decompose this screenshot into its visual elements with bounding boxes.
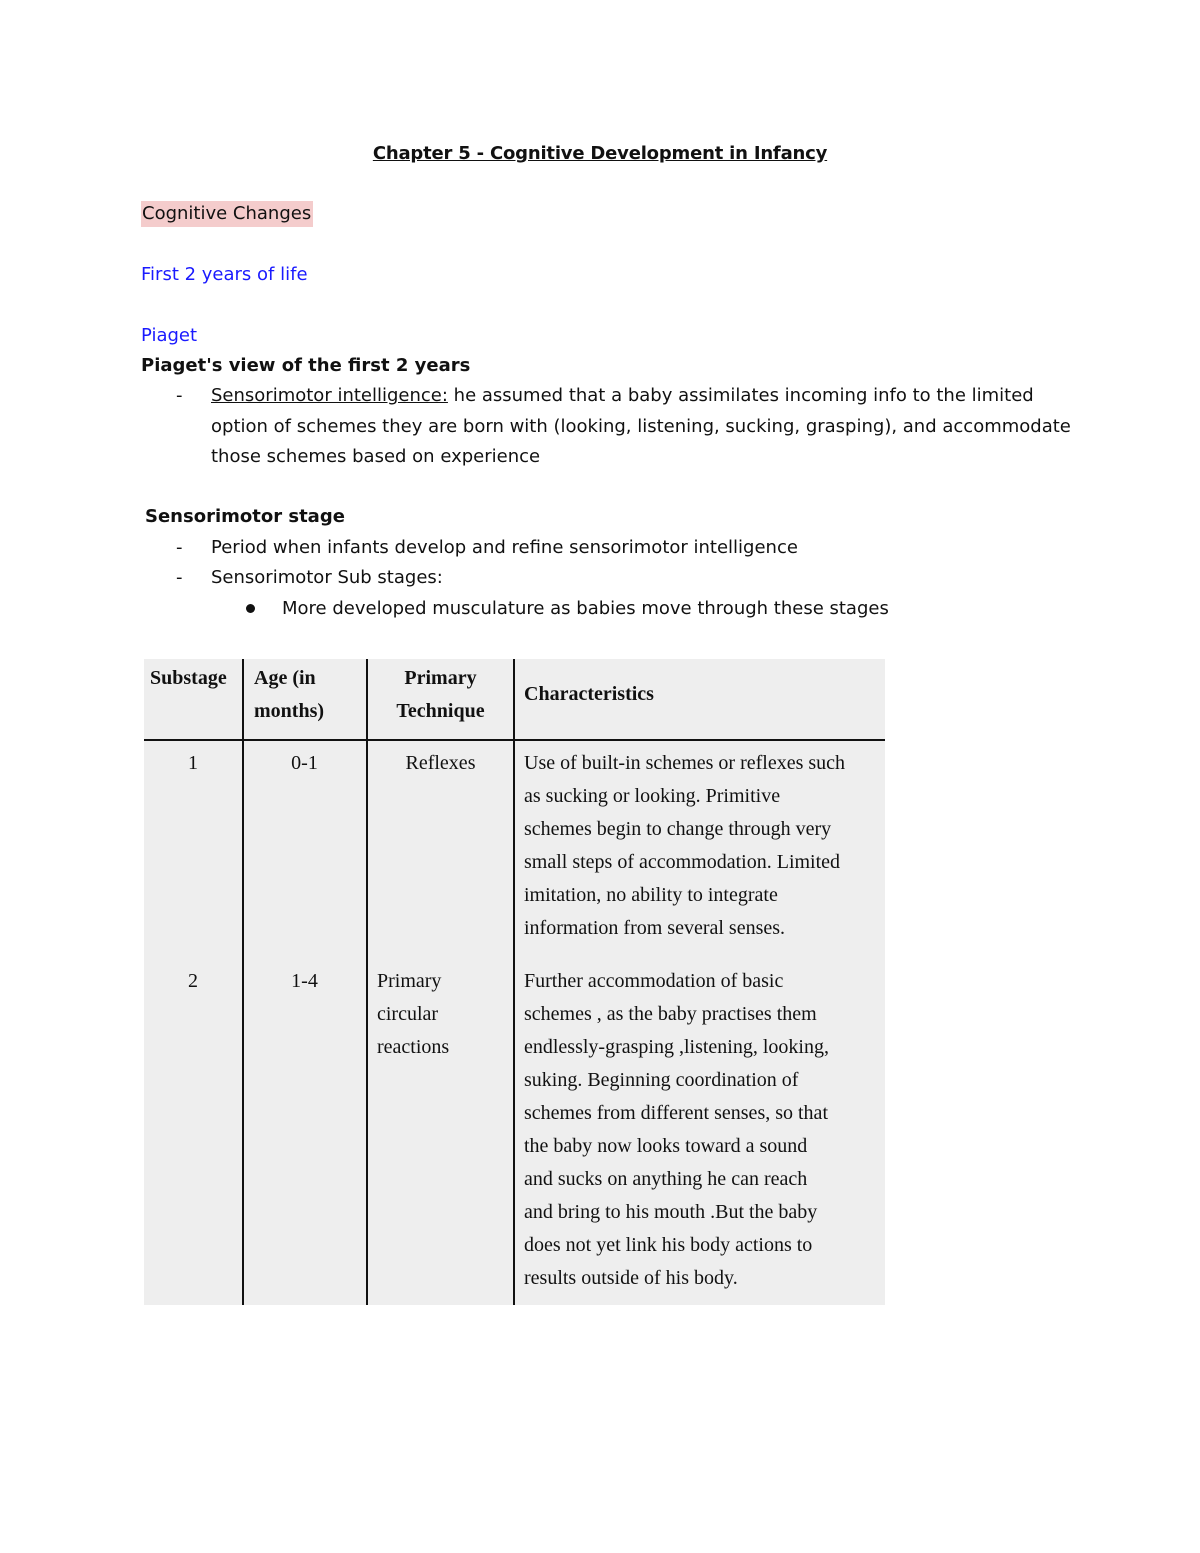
substage-table xyxy=(144,659,885,1305)
list-item-continuation: those schemes based on experience xyxy=(211,446,541,467)
row1-characteristics-line: imitation, no ability to integrate xyxy=(524,884,778,906)
row2-technique-line: circular xyxy=(377,1003,439,1025)
row1-characteristics-line: schemes begin to change through very xyxy=(524,818,832,840)
header-age-line1: Age (in xyxy=(254,667,316,689)
row2-age: 1-4 xyxy=(291,970,318,992)
row1-age: 0-1 xyxy=(291,752,318,774)
row2-characteristics-line: and sucks on anything he can reach xyxy=(524,1168,808,1190)
list-item-sensorimotor-intelligence xyxy=(211,385,1034,406)
row2-characteristics-line: suking. Beginning coordination of xyxy=(524,1069,799,1091)
row2-characteristics-line: schemes , as the baby practises them xyxy=(524,1003,817,1025)
row1-technique: Reflexes xyxy=(405,752,476,774)
subheading-first-2-years: First 2 years of life xyxy=(141,264,308,285)
row2-characteristics-line: does not yet link his body actions to xyxy=(524,1234,813,1256)
row1-characteristics-line: information from several senses. xyxy=(524,917,786,939)
header-technique-line2: Technique xyxy=(396,700,485,722)
term-sensorimotor-intelligence: Sensorimotor intelligence: xyxy=(211,385,448,406)
piaget-view-title: Piaget's view of the first 2 years xyxy=(141,355,471,376)
list-item-sub-stages: Sensorimotor Sub stages: xyxy=(211,567,443,588)
row2-characteristics-line: endlessly-grasping ,listening, looking, xyxy=(524,1036,829,1058)
section-heading-cognitive-changes: Cognitive Changes xyxy=(141,201,313,227)
list-item-text: he assumed that a baby assimilates incoming info to the limited xyxy=(447,385,1034,406)
row1-characteristics-line: Use of built-in schemes or reflexes such xyxy=(524,752,846,774)
row1-characteristics-line: as sucking or looking. Primitive xyxy=(524,785,781,807)
list-dash: - xyxy=(176,385,183,406)
header-substage: Substage xyxy=(150,667,227,689)
row1-substage: 1 xyxy=(188,752,198,774)
header-technique-line1: Primary xyxy=(404,667,477,689)
row2-substage: 2 xyxy=(188,970,198,992)
header-characteristics: Characteristics xyxy=(524,683,654,705)
row2-characteristics-line: the baby now looks toward a sound xyxy=(524,1135,808,1157)
list-item-period: Period when infants develop and refine sensorimotor intelligence xyxy=(211,537,798,558)
bullet-icon xyxy=(246,604,255,613)
sensorimotor-stage-title: Sensorimotor stage xyxy=(145,506,345,527)
row2-characteristics-line: schemes from different senses, so that xyxy=(524,1102,828,1124)
list-dash: - xyxy=(176,537,183,558)
list-item-continuation: option of schemes they are born with (looking, listening, sucking, grasping), and accommodate xyxy=(211,416,1071,437)
header-age-line2: months) xyxy=(254,700,325,722)
row2-characteristics-line: results outside of his body. xyxy=(524,1267,738,1289)
list-dash: - xyxy=(176,567,183,588)
row2-characteristics-line: and bring to his mouth .But the baby xyxy=(524,1201,818,1223)
page-title: Chapter 5 - Cognitive Development in Infancy xyxy=(372,143,828,164)
sub-bullet-musculature: More developed musculature as babies move through these stages xyxy=(282,598,889,619)
row2-characteristics-line: Further accommodation of basic xyxy=(524,970,784,992)
column-divider xyxy=(513,659,515,1305)
header-divider xyxy=(144,739,885,741)
row2-technique-line: reactions xyxy=(377,1036,450,1058)
subheading-piaget: Piaget xyxy=(141,325,198,346)
row1-characteristics-line: small steps of accommodation. Limited xyxy=(524,851,841,873)
row2-technique-line: Primary xyxy=(377,970,442,992)
